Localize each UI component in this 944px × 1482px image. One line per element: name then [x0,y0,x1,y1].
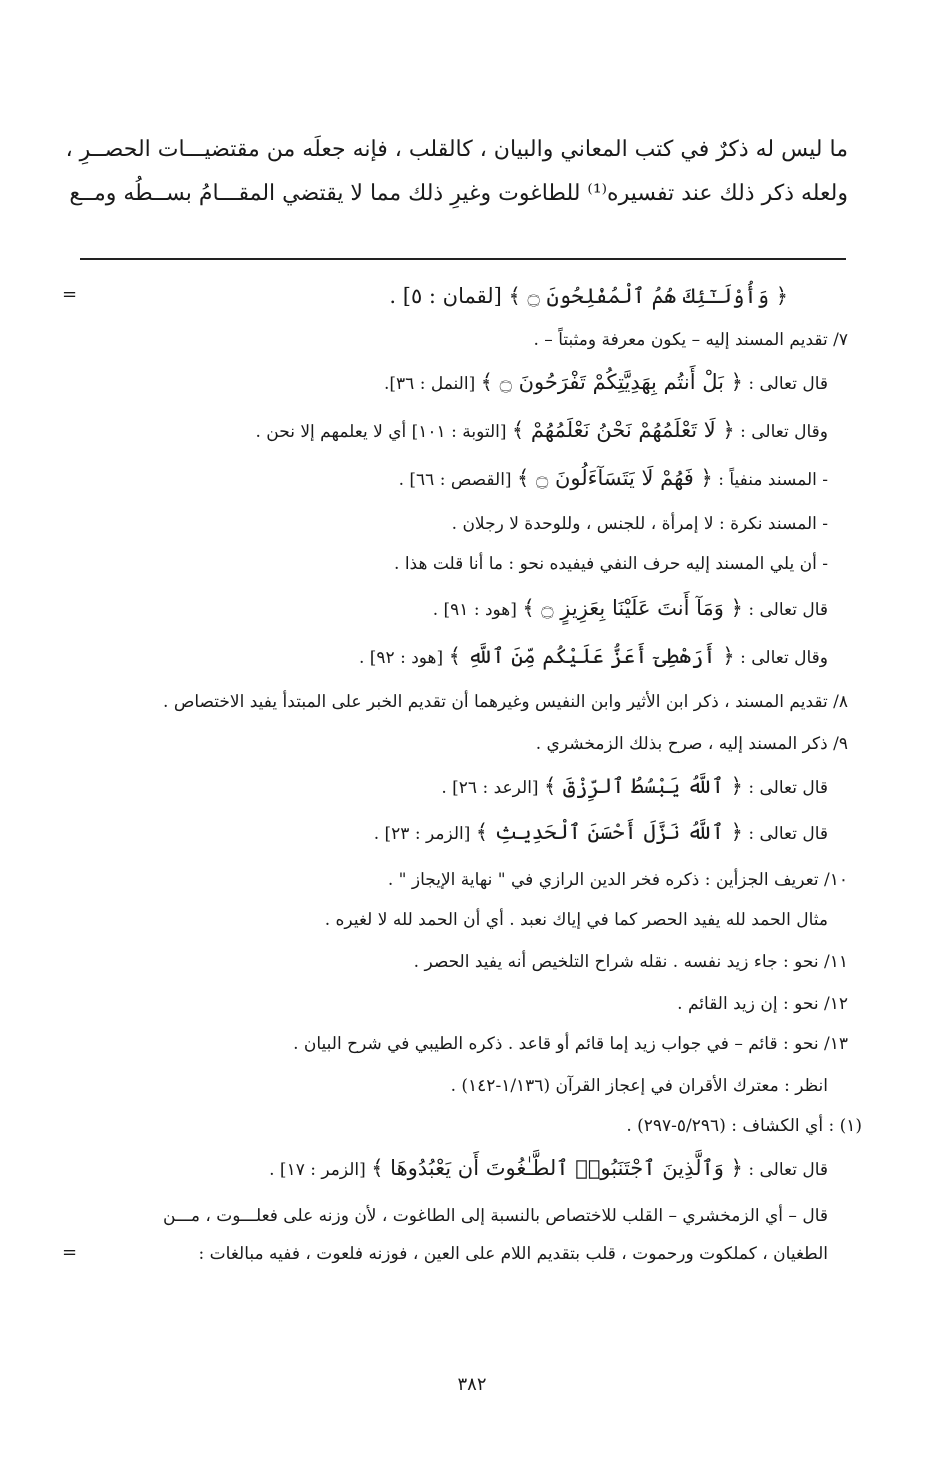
page-number: ٣٨٢ [457,1374,487,1395]
footnote-line [399,464,828,494]
footnote-line: ١١/ نحو : جاء زيد نفسه . نقله شراح التلخيص أنه يفيد الحصر . [413,952,848,972]
quran-verse: ﴿ لَا تَعْلَمُهُمْ نَحْنُ نَعْلَمُهُمْ ﴾ [511,418,735,442]
continuation-mark: = [62,284,78,305]
footnote-line: ١٣/ نحو : قائم – في جواب زيد إما قائم أو قاعد . ذكره الطيبي في شرح البيان . [293,1034,848,1054]
footnote-line [389,282,788,312]
verse-reference: [القصص : ٦٦] . [398,470,517,490]
footnote-lead: قال تعالى : [742,778,828,798]
footnote-lead: قال تعالى : [742,374,828,394]
main-text-line-2: ولعله ذكر ذلك عند تفسيره⁽¹⁾ للطاغوت وغيرِ ذلك مما لا يقتضي المقـــامُ بســطُه ومــع [69,181,848,206]
footnote-lead: وقال تعالى : [734,422,828,442]
verse-reference: [الزمر : ١٧] . [269,1160,372,1180]
footnote-line: قال – أي الزمخشري – القلب للاختصاص بالنسبة إلى الطاغوت ، لأن وزنه على فعلـــوت ، مـــن [162,1206,828,1226]
footnote-line: ٩/ ذكر المسند إليه ، صرح بذلك الزمخشري . [535,734,848,754]
footnote-line: مثال الحمد لله يفيد الحصر كما في إياك نعبد . أي أن الحمد لله لا لغيره . [324,910,828,930]
quran-verse: ﴿ وَٱلَّذِينَ ٱجْتَنَبُوا۟ ٱلطَّـٰغُوتَ أَن يَعْبُدُوهَا ﴾ [371,1156,743,1180]
footnote-lead: قال تعالى : [742,600,828,620]
footnote-line [359,642,828,672]
quran-verse: ﴿ وَمَآ أَنتَ عَلَيْنَا بِعَزِيزٍ ۝ ﴾ [522,596,743,620]
footnote-lead: قال تعالى : [742,824,828,844]
quran-verse: ﴿ وَأُوْلَـٰٓئِكَ هُمُ ٱلْمُفْلِحُونَ ۝ ﴾ [لقمان : ٥] . [389,284,788,308]
verse-reference: [النمل : ٣٦]. [383,374,481,394]
footnote-line: - المسند نكرة : لا إمرأة ، للجنس ، وللوحدة لا رجلان . [451,514,828,534]
footnote-line: - أن يلي المسند إليه حرف النفي فيفيده نحو : ما أنا قلت هذا . [394,554,828,574]
verse-reference: [هود : ٩١] . [432,600,523,620]
quran-verse: ﴿ ٱللَّهُ نَزَّلَ أَحْسَنَ ٱلْحَدِيثِ ﴾ [475,820,743,844]
verse-reference: [هود : ٩٢] . [358,648,449,668]
footnote-line: (١) : أي الكشاف : (٥/٢٩٦-٢٩٧) . [626,1116,862,1136]
quran-verse: ﴿ فَهُمْ لَا يَتَسَآءَلُونَ ۝ ﴾ [516,466,713,490]
footnote-separator [80,258,846,260]
footnote-line: الطغيان ، كملكوت ورحموت ، قلب بتقديم اللام على العين ، فوزنه فلعوت ، ففيه مبالغات : [198,1244,828,1264]
quran-verse: ﴿ أَرَهْطِىٓ أَعَزُّ عَلَيْكُم مِّنَ ٱللَّهِ ﴾ [448,644,735,668]
main-text-line-1: ما ليس له ذكرٌ في كتب المعاني والبيان ، كالقلب ، فإنه جعلَه من مقتضيـــات الحصــرِ ، [65,137,848,162]
footnote-lead: وقال تعالى : [734,648,828,668]
footnote-line: ٧/ تقديم المسند إليه – يكون معرفة ومثبتاً – . [533,330,848,350]
footnote-line: ٨/ تقديم المسند ، ذكر ابن الأثير وابن النفيس وغيرهما أن تقديم الخبر على المبتدأ يفيد الاختصاص . [163,692,848,712]
footnote-line [441,772,828,802]
footnote-line: ١٠/ تعريف الجزأين : ذكره فخر الدين الرازي في " نهاية الإيجاز " . [387,870,848,890]
verse-reference: [الرعد : ٢٦] . [441,778,544,798]
continuation-mark: = [62,1242,78,1263]
main-text [65,128,848,216]
verse-reference: [الزمر : ٢٣] . [373,824,476,844]
footnote-line [384,368,828,398]
footnote-line [433,594,828,624]
quran-verse: ﴿ ٱللَّهُ يَبْسُطُ ٱلرِّزْقَ ﴾ [543,774,743,798]
footnote-line: ١٢/ نحو : إن زيد القائم . [677,994,848,1014]
footnote-line [269,1154,828,1184]
quran-verse: ﴿ بَلْ أَنتُم بِهَدِيَّتِكُمْ تَفْرَحُونَ ۝ ﴾ [480,370,743,394]
footnote-lead: - المسند منفياً : [712,470,828,490]
footnote-line [255,416,828,446]
verse-reference: [التوبة : ١٠١] أي لا يعلمهم إلا نحن . [255,422,512,442]
footnote-line: انظر : معترك الأقران في إعجاز القرآن (١/١٣٦-١٤٢) . [450,1076,828,1096]
footnote-lead: قال تعالى : [742,1160,828,1180]
footnote-line [374,818,828,848]
